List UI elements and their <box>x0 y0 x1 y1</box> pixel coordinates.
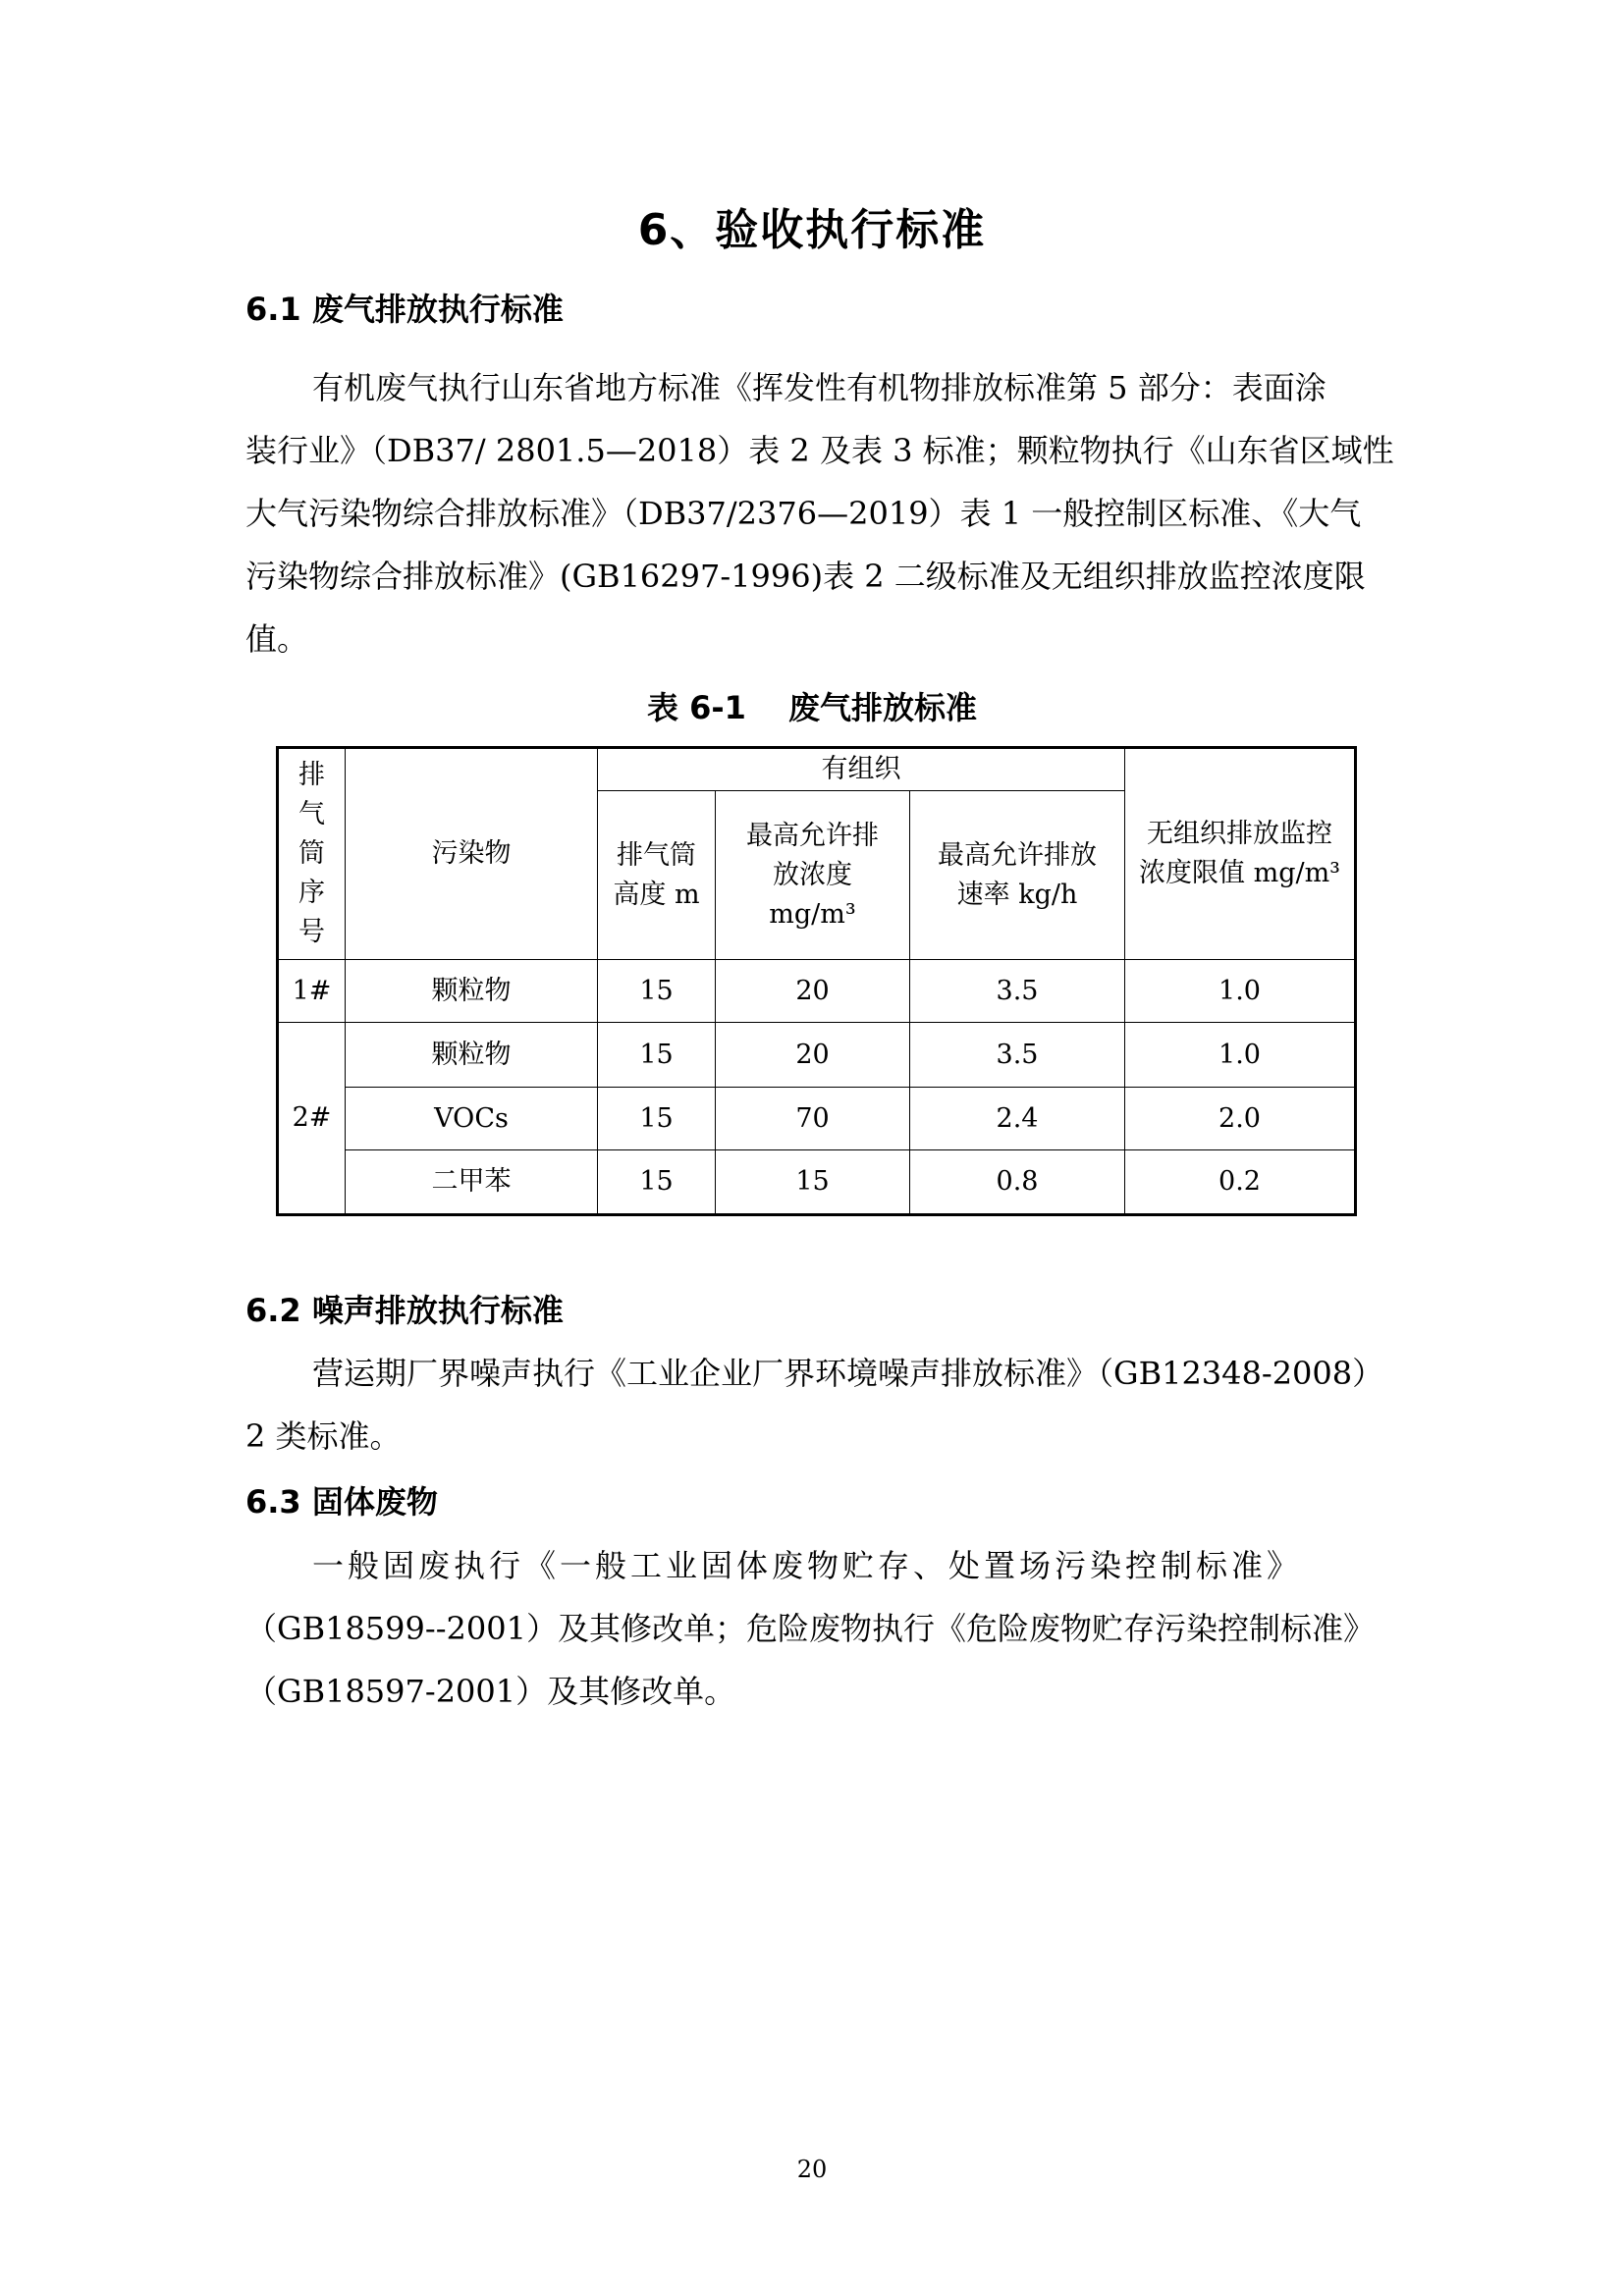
cell-rate: 3.5 <box>910 1023 1125 1088</box>
table-row <box>278 1088 1356 1150</box>
cell-concentration: 20 <box>716 960 910 1023</box>
table-caption: 表 6-1 废气排放标准 <box>646 689 978 726</box>
cell-fugitive: 1.0 <box>1125 1023 1356 1088</box>
header-stack-no: 排 气 筒 序 号 <box>278 748 346 960</box>
cell-concentration: 15 <box>716 1150 910 1215</box>
section-heading-6-1: 6.1 废气排放执行标准 <box>245 291 564 328</box>
paragraph-line: 营运期厂界噪声执行《工业企业厂界环境噪声排放标准》（GB12348-2008） <box>312 1355 1384 1392</box>
cell-rate: 3.5 <box>910 960 1125 1023</box>
cell-rate: 0.8 <box>910 1150 1125 1215</box>
paragraph-line: 有机废气执行山东省地方标准《挥发性有机物排放标准第 5 部分：表面涂 <box>312 369 1326 406</box>
cell-pollutant: 颗粒物 <box>346 960 598 1023</box>
cell-height: 15 <box>598 960 716 1023</box>
section-6-3-paragraph <box>245 1534 1386 1723</box>
header-organized: 有组织 <box>598 748 1125 791</box>
cell-rate: 2.4 <box>910 1088 1125 1150</box>
table-row <box>278 1023 1356 1088</box>
cell-stack: 2# <box>278 1023 346 1215</box>
cell-pollutant: 颗粒物 <box>346 1023 598 1088</box>
cell-height: 15 <box>598 1088 716 1150</box>
cell-fugitive: 2.0 <box>1125 1088 1356 1150</box>
paragraph-line: 一般固废执行《一般工业固体废物贮存、处置场污染控制标准》 <box>312 1547 1303 1584</box>
paragraph-line: 污染物综合排放标准》(GB16297-1996)表 2 二级标准及无组织排放监控浓度限 <box>245 558 1366 595</box>
section-heading-6-2: 6.2 噪声排放执行标准 <box>245 1292 564 1329</box>
section-6-2-paragraph <box>245 1342 1386 1468</box>
paragraph-line: 值。 <box>245 620 309 658</box>
cell-pollutant: 二甲苯 <box>346 1150 598 1215</box>
paragraph-line: （GB18597-2001）及其修改单。 <box>245 1673 736 1710</box>
header-pollutant: 污染物 <box>346 748 598 960</box>
header-max-concentration: 最高允许排 放浓度 mg/m³ <box>716 791 910 960</box>
cell-concentration: 20 <box>716 1023 910 1088</box>
section-heading-6-3: 6.3 固体废物 <box>245 1483 438 1521</box>
cell-stack: 1# <box>278 960 346 1023</box>
header-stack-height: 排气筒 高度 m <box>598 791 716 960</box>
cell-height: 15 <box>598 1150 716 1215</box>
section-6-1-paragraph <box>245 356 1394 670</box>
header-max-rate: 最高允许排放 速率 kg/h <box>910 791 1125 960</box>
paragraph-line: 装行业》（DB37/ 2801.5—2018）表 2 及表 3 标准；颗粒物执行《山东省区域性 <box>245 432 1394 469</box>
paragraph-line: 2 类标准。 <box>245 1417 402 1455</box>
cell-concentration: 70 <box>716 1088 910 1150</box>
cell-fugitive: 0.2 <box>1125 1150 1356 1215</box>
cell-fugitive: 1.0 <box>1125 960 1356 1023</box>
page-title: 6、验收执行标准 <box>637 205 987 255</box>
table-row <box>278 960 1356 1023</box>
cell-pollutant: VOCs <box>346 1088 598 1150</box>
cell-height: 15 <box>598 1023 716 1088</box>
table-row <box>278 1150 1356 1215</box>
paragraph-line: 大气污染物综合排放标准》（DB37/2376—2019）表 1 一般控制区标准、《大气 <box>245 495 1362 532</box>
emission-standard-table <box>276 746 1357 1216</box>
page-number: 20 <box>796 2156 828 2183</box>
header-fugitive-limit: 无组织排放监控 浓度限值 mg/m³ <box>1125 748 1356 960</box>
paragraph-line: （GB18599--2001）及其修改单；危险废物执行《危险废物贮存污染控制标准》 <box>245 1610 1375 1647</box>
